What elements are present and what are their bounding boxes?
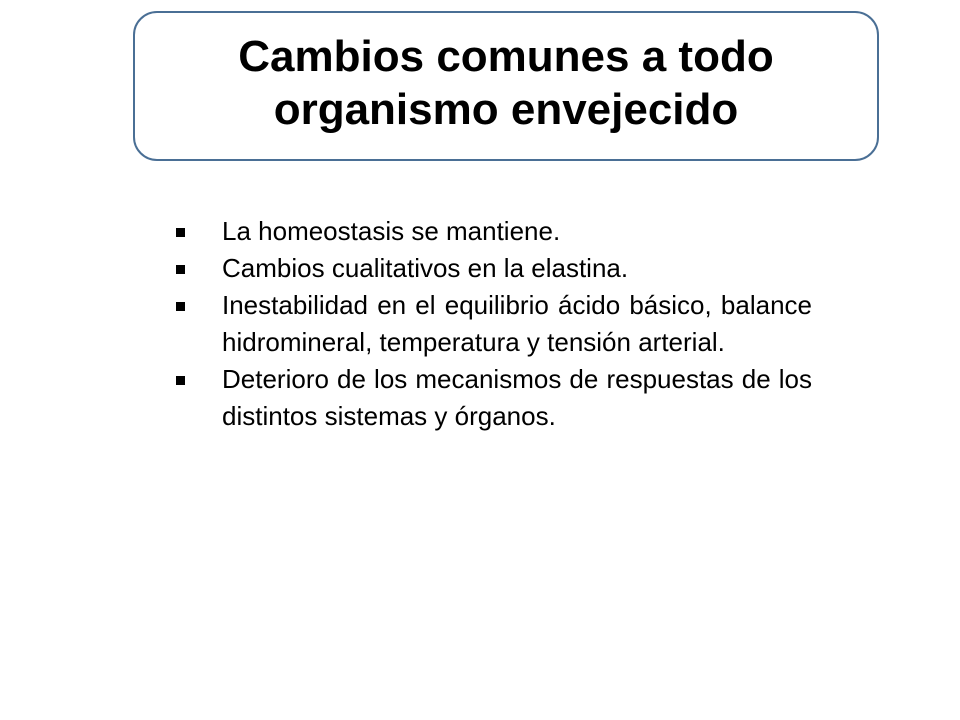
square-bullet-icon (176, 302, 185, 311)
bullet-text: La homeostasis se mantiene. (222, 216, 561, 246)
square-bullet-icon (176, 228, 185, 237)
title-box (133, 11, 879, 161)
bullet-item (170, 287, 812, 361)
bullet-text: Cambios cualitativos en la elastina. (222, 252, 629, 283)
bullet-item (170, 250, 812, 287)
bullet-item (170, 213, 812, 250)
bullet-item (170, 361, 812, 435)
bullet-text: Inestabilidad en el equilibrio ácido básico, balance hidromineral, temperatura y tensión arterial. (222, 289, 812, 357)
square-bullet-icon (176, 265, 185, 274)
bullet-list (170, 213, 812, 434)
bullet-text: Deterioro de los mecanismos de respuestas de los distintos sistemas y órganos. (222, 363, 812, 431)
slide-title: Cambios comunes a todo organismo envejecido (238, 32, 774, 134)
square-bullet-icon (176, 376, 185, 385)
